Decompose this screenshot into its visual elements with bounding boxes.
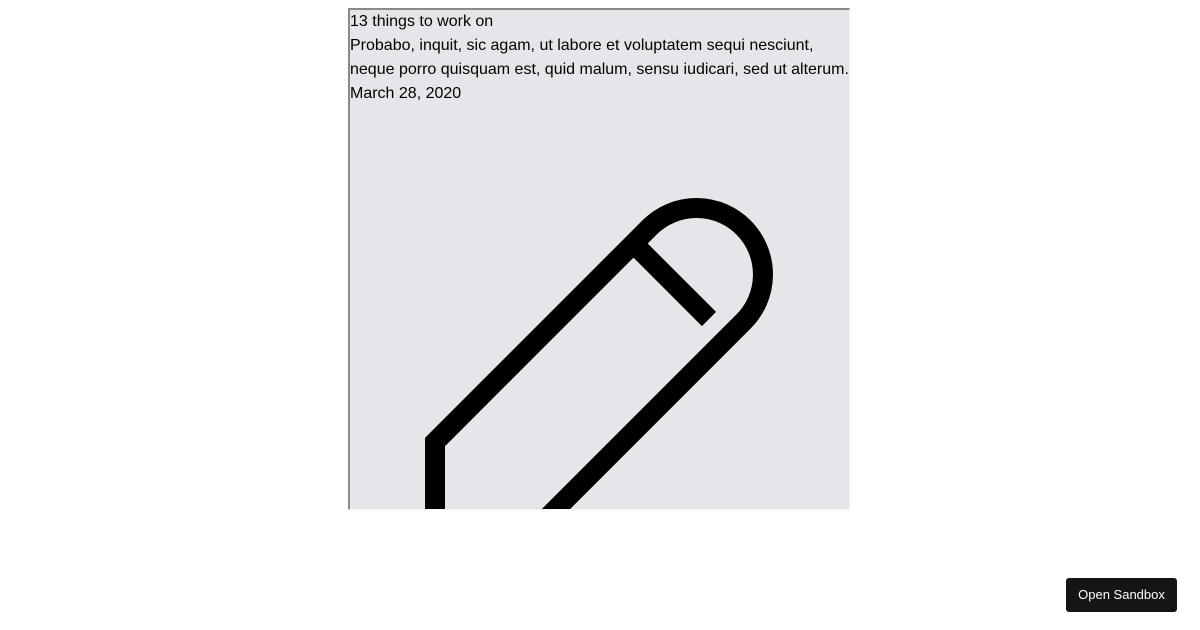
card-text-block [350, 10, 850, 106]
card-date: March 28, 2020 [350, 85, 462, 102]
article-card[interactable] [348, 8, 850, 510]
card-title: 13 things to work on [350, 13, 494, 30]
open-sandbox-button[interactable]: Open Sandbox [1066, 578, 1177, 612]
card-description: Probabo, inquit, sic agam, ut labore et voluptatem sequi nesciunt, neque porro quisquam est, quid malum, sensu iudicari, sed ut alterum. [350, 37, 849, 78]
